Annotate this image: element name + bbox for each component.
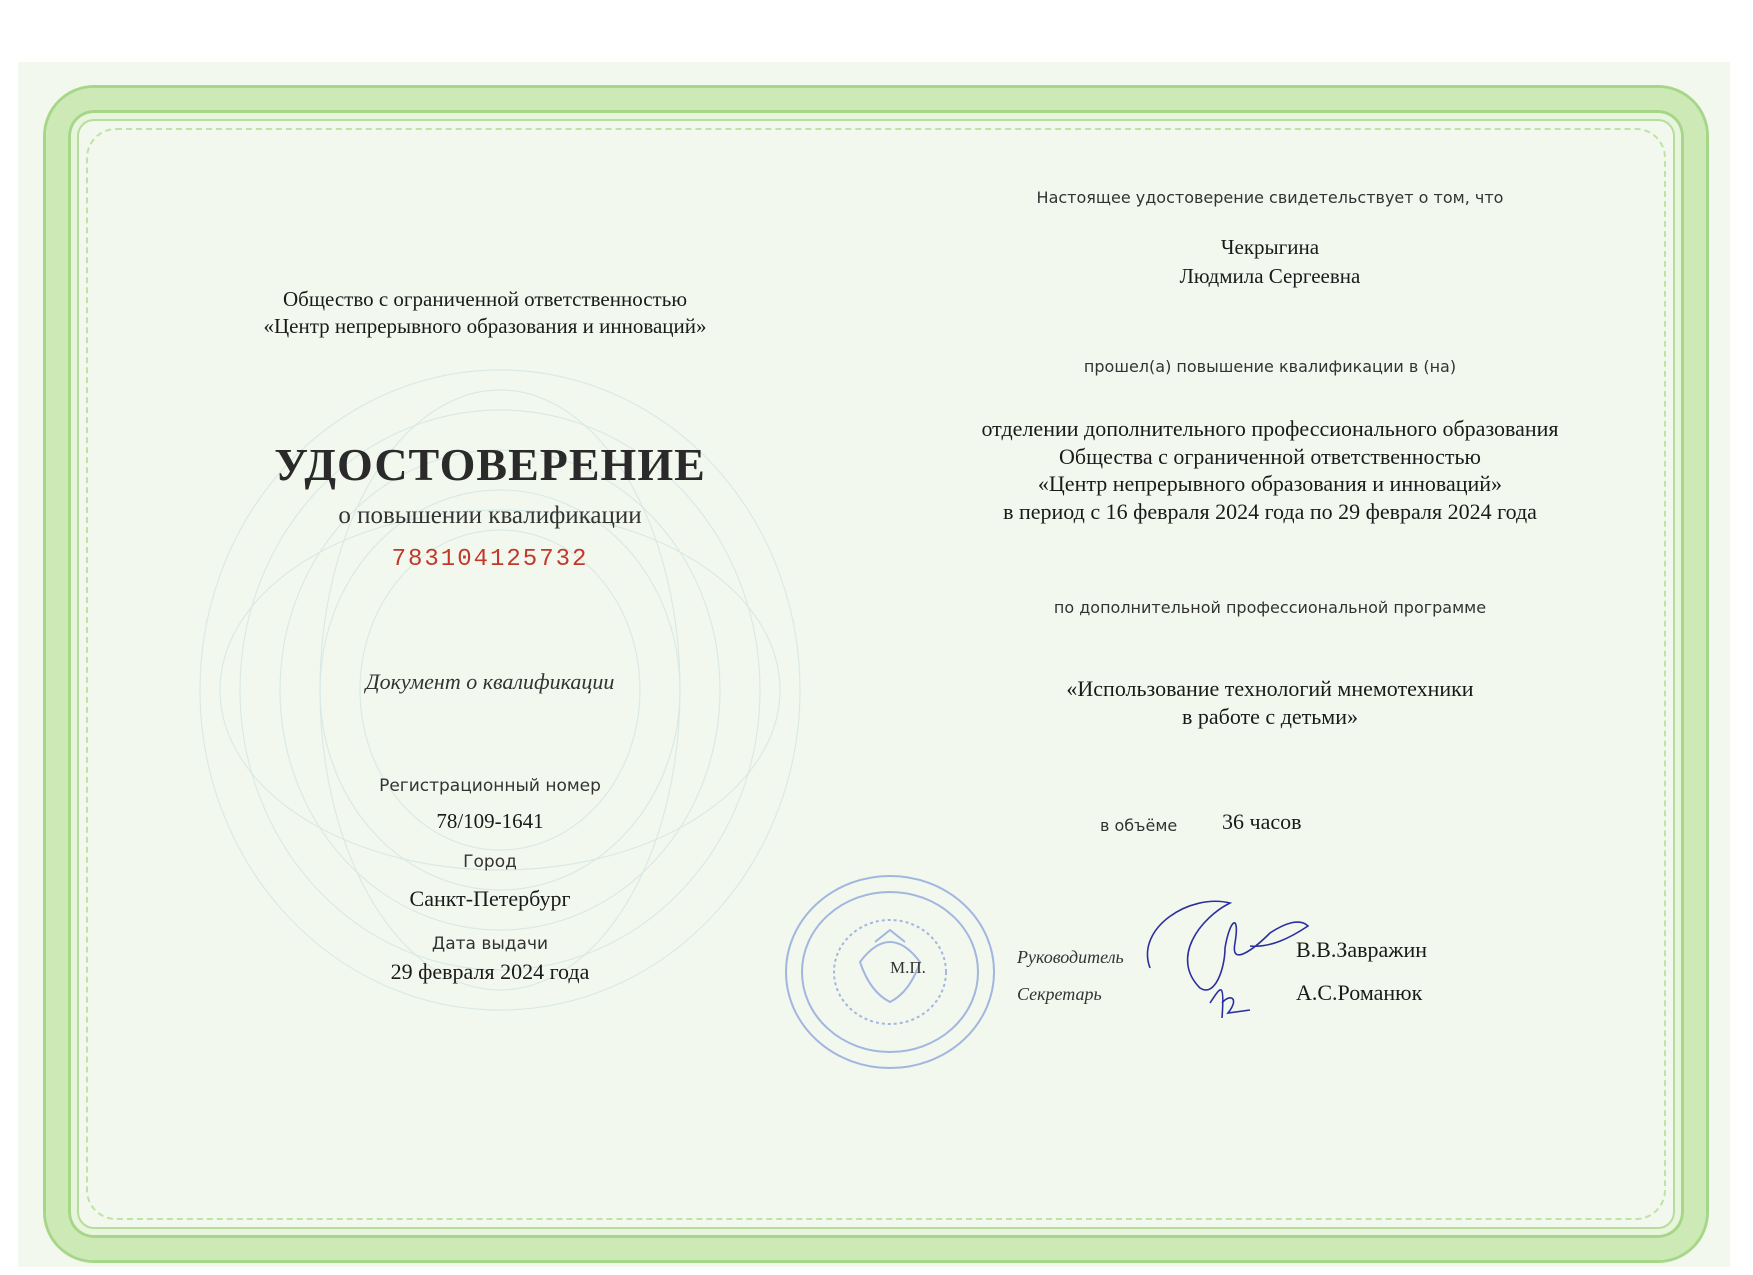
head-name: В.В.Завражин bbox=[1296, 937, 1428, 962]
holder-surname: Чекрыгина bbox=[1220, 235, 1320, 259]
department-line1: отделении дополнительного профессионального образования bbox=[981, 416, 1559, 441]
signature-marks bbox=[1130, 888, 1330, 1038]
serial-number: 783104125732 bbox=[391, 546, 589, 573]
issue-date: 29 февраля 2024 года bbox=[390, 959, 590, 984]
holder-name: Людмила Сергеевна bbox=[1179, 264, 1361, 288]
passed-text: прошел(а) повышение квалификации в (на) bbox=[1083, 357, 1457, 376]
registration-number: 78/109-1641 bbox=[436, 809, 544, 833]
secretary-name: А.С.Романюк bbox=[1296, 980, 1423, 1005]
stamp-mark: М.П. bbox=[890, 958, 926, 977]
city-label: Город bbox=[463, 852, 517, 872]
city-value: Санкт-Петербург bbox=[409, 886, 571, 911]
document-type: Документ о квалификации bbox=[365, 669, 615, 694]
volume-hours: 36 часов bbox=[1222, 809, 1302, 834]
org-name-line2: «Центр непрерывного образования и инноваций» bbox=[263, 314, 707, 338]
intro-text: Настоящее удостоверение свидетельствует о том, что bbox=[1036, 188, 1504, 207]
registration-label: Регистрационный номер bbox=[379, 776, 601, 796]
org-name-line1: Общество с ограниченной ответственностью bbox=[282, 287, 688, 311]
secretary-label: Секретарь bbox=[1017, 984, 1102, 1004]
department-line3: «Центр непрерывного образования и инноваций» bbox=[1037, 471, 1503, 496]
study-period: в период с 16 февраля 2024 года по 29 февраля 2024 года bbox=[1003, 499, 1537, 524]
program-title-line2: в работе с детьми» bbox=[1182, 704, 1358, 729]
department-line2: Общества с ограниченной ответственностью bbox=[1059, 444, 1481, 469]
volume-label: в объёме bbox=[1100, 816, 1178, 835]
program-label: по дополнительной профессиональной программе bbox=[1053, 598, 1487, 617]
document-title: УДОСТОВЕРЕНИЕ bbox=[274, 439, 706, 490]
program-title-line1: «Использование технологий мнемотехники bbox=[1066, 676, 1474, 701]
issue-date-label: Дата выдачи bbox=[431, 934, 549, 954]
head-label: Руководитель bbox=[1017, 947, 1124, 967]
document-subtitle: о повышении квалификации bbox=[338, 502, 642, 529]
